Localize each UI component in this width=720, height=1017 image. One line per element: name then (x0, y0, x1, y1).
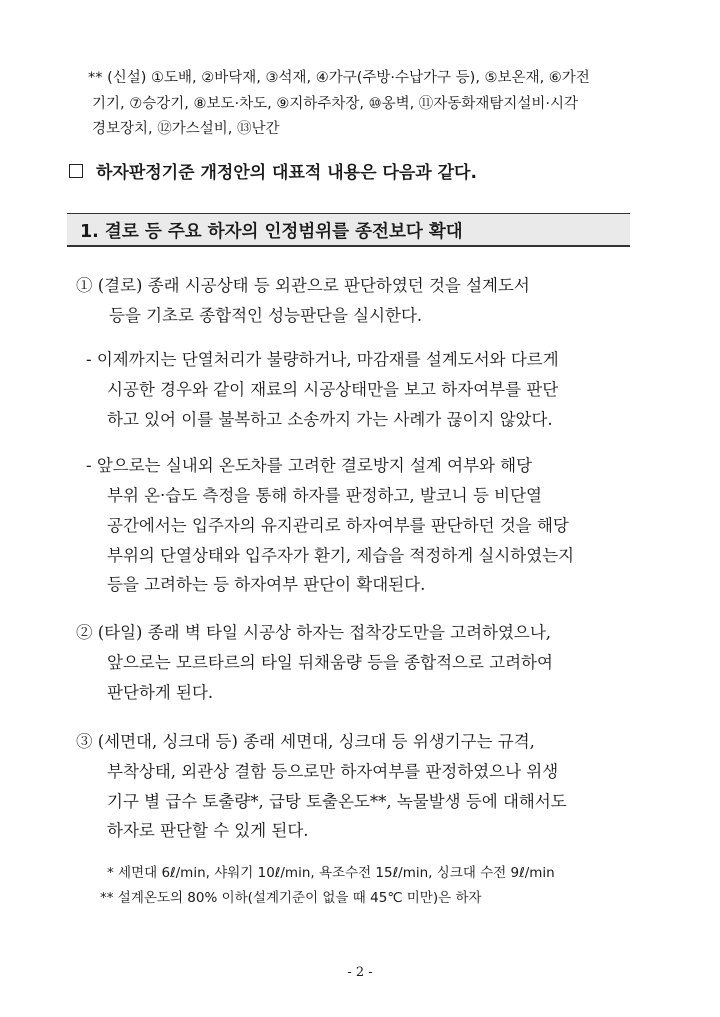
new-items-note-line3: 경보장치, ⑫가스설비, ⑬난간 (92, 121, 280, 137)
item2-line2: 앞으로는 모르타르의 타일 뒤채움량 등을 종합적으로 고려하여 (107, 653, 553, 672)
dash2-line4: 부위의 단열상태와 입주자가 환기, 제습을 적정하게 실시하였는지 (107, 546, 575, 565)
item3-line1: ③ (세면대, 싱크대 등) 종래 세면대, 싱크대 등 위생기구는 규격, (76, 732, 535, 751)
item2-line1: ② (타일) 종래 벽 타일 시공상 하자는 접착강도만을 고려하였으나, (76, 623, 552, 642)
dash1-line2: 시공한 경우와 같이 재료의 시공상태만을 보고 하자여부를 판단 (107, 380, 559, 399)
checkbox-bullet-icon (69, 164, 83, 178)
item1-line1: ① (결로) 종래 시공상태 등 외관으로 판단하였던 것을 설계도서 (76, 276, 530, 295)
item3-line3: 기구 별 급수 토출량*, 급탕 토출온도**, 녹물발생 등에 대해서도 (107, 792, 567, 811)
summary-statement: 하자판정기준 개정안의 대표적 내용은 다음과 같다. (96, 163, 477, 183)
dash1-line1: - 이제까지는 단열처리가 불량하거나, 마감재를 설계도서와 다르게 (86, 350, 559, 369)
dash2-line1: - 앞으로는 실내외 온도차를 고려한 결로방지 설계 여부와 해당 (86, 456, 533, 475)
dash2-line5: 등을 고려하는 등 하자여부 판단이 확대된다. (107, 575, 426, 594)
item3-line2: 부착상태, 외관상 결함 등으로만 하자여부를 판정하였으나 위생 (107, 762, 559, 781)
dash1-line3: 하고 있어 이를 불복하고 소송까지 가는 사례가 끊이지 않았다. (107, 410, 553, 429)
section-title: 1. 결로 등 주요 하자의 인정범위를 종전보다 확대 (80, 222, 463, 242)
footnote-flow-rates: * 세면대 6ℓ/min, 샤워기 10ℓ/min, 욕조수전 15ℓ/min, 싱크대 수전 9ℓ/min (107, 865, 555, 881)
dash2-line2: 부위 온·습도 측정을 통해 하자를 판정하고, 발코니 등 비단열 (107, 486, 542, 505)
item1-line2: 등을 기초로 종합적인 성능판단을 실시한다. (109, 306, 423, 325)
new-items-note-line1: ** (신설) ①도배, ②바닥재, ③석재, ④가구(주방·수납가구 등), ⑤보온재, ⑥가전 (88, 70, 590, 86)
footnote-hot-water-temperature: ** 설계온도의 80% 이하(설계기준이 없을 때 45℃ 미만)은 하자 (100, 890, 482, 906)
dash2-line3: 공간에서는 입주자의 유지관리로 하자여부를 판단하던 것을 해당 (107, 516, 569, 535)
new-items-note-line2: 기기, ⑦승강기, ⑧보도·차도, ⑨지하주차장, ⑩옹벽, ⑪자동화재탐지설비·시각 (92, 96, 578, 112)
item3-line4: 하자로 판단할 수 있게 된다. (107, 821, 309, 840)
item2-line3: 판단하게 된다. (107, 683, 214, 702)
page-number: - 2 - (347, 965, 373, 980)
